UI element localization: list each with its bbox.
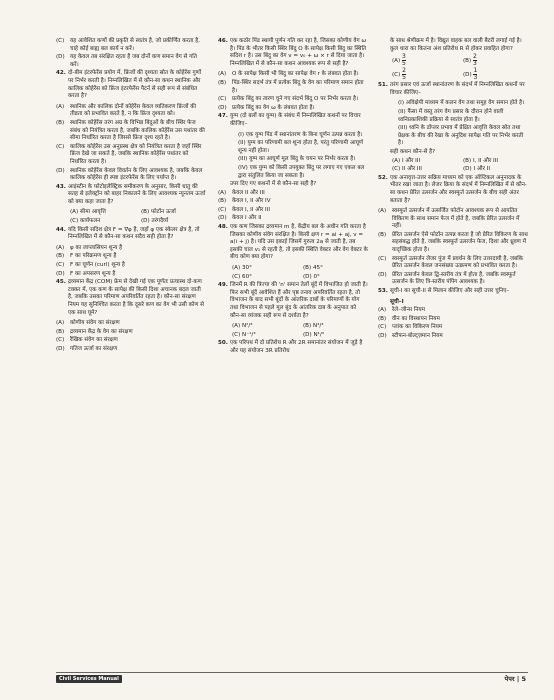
- question-text: सूची-I का सूची-II से मिलान कीजिए और सही उत्तर चुनिए–: [390, 288, 510, 295]
- answer-option-row: [218, 265, 368, 273]
- option-text: रैखिक संवेग का संरक्षण: [70, 337, 118, 344]
- question-number: 45.: [56, 279, 66, 286]
- answer-option: [378, 232, 528, 255]
- option-text: गतिज ऊर्जा का संरक्षण: [70, 345, 118, 352]
- answer-option: [56, 38, 206, 53]
- answer-option: (C) 60°: [232, 273, 252, 280]
- answer-option-row: [218, 323, 368, 331]
- fraction-numerator: 2: [402, 67, 406, 75]
- option-label: (A): [56, 320, 65, 327]
- answer-option: [218, 215, 368, 223]
- answer-option: [218, 80, 368, 95]
- statement: (I) अविक्षेपी माध्यम में कलन वेग तथा समूह वेग समान होते है।: [398, 100, 525, 107]
- question-text: एक कण जिसका द्रव्यमान m है, केंद्रीय बल के अधीन गति करता है जिसका कोणीय संवेग संरक्षित है। किसी क्षण r = ai + aj, v = a(i + j) है। यदि उस इकाई जिसमें गुरुत्व 2a से जाती है, तब इसकी चाल v₁ से रहती है, तो इसकी स्थिति वेक्टर और वेग वेक्टर के बीच कोण क्या होगा?: [230, 224, 368, 261]
- option-label: (D): [218, 104, 227, 111]
- option-text: स्थानिक कोहेरेंस तरंग अग्र के विभिन्न बिंदुओं के बीच स्थिर फेज संबंध को नियंत्रित करता है, जबकि कालिक कोहेरेंस उस पथांतर की सीमा निर्धारित करता है जिससे फ्रिंज दृश्य रहते है।: [70, 119, 205, 142]
- option-text: स्टीफन-बोल्ट्ज़मान नियम: [392, 333, 443, 339]
- answer-option: [378, 333, 528, 341]
- answer-option: (A) 30°: [232, 265, 252, 272]
- answer-option: [56, 54, 206, 69]
- option-text: केवल I, II और IV: [232, 198, 271, 205]
- option-label: (B): [56, 328, 65, 335]
- answer-option: [56, 271, 206, 279]
- question-text: युग्म (दो बलों का युग्म) के संबंध में निम्नलिखित कथनों पर विचार कीजिए–: [230, 113, 361, 127]
- answer-option: [392, 68, 457, 81]
- option-label: (A): [392, 58, 401, 65]
- option-label: (D): [56, 345, 65, 352]
- question-number: 42.: [56, 70, 66, 77]
- question-text: दो-बीम इंटरफेरेंस प्रयोग में, फ्रिंजों की दृश्यता स्रोत के कोहेरेंस गुणों पर निर्भर करती है। निम्नलिखित में से कौन-सा कथन स्थानिक और कालिक कोहेरेंस को फ्रिंज इंटरफेरेंस पैटर्न से सही रूप से संबंधित करता है?: [68, 70, 202, 100]
- option-text: F का अपसरण शून्य है: [70, 270, 116, 277]
- option-label: (C): [56, 337, 65, 344]
- option-label: (D): [56, 167, 65, 174]
- option-label: (C): [218, 206, 227, 213]
- column-left: [56, 38, 206, 355]
- question-block: [218, 224, 368, 262]
- option-label: (B): [218, 79, 227, 86]
- option-label: (C): [392, 72, 401, 79]
- question-block: [56, 184, 206, 207]
- answer-option: (B) I, II और III: [463, 157, 499, 164]
- answer-option: [378, 324, 528, 332]
- answer-option: [56, 262, 206, 270]
- option-label: (C): [56, 262, 65, 269]
- answer-option: [463, 68, 528, 81]
- question-block: [218, 282, 368, 320]
- question-number: 44.: [56, 226, 66, 233]
- option-label: (D): [218, 215, 227, 222]
- question-number: 43.: [56, 183, 66, 190]
- answer-option: [218, 190, 368, 198]
- question-block: [56, 227, 206, 242]
- option-label: (D): [56, 270, 65, 277]
- answer-option-row: [218, 274, 368, 282]
- statement: (III) युग्म का आघूर्ण मूल बिंदु के चयन पर निर्भर करता है।: [238, 156, 356, 163]
- option-text: कालिक कोहेरेंस उस अनुप्रस्थ क्षेत्र को नियंत्रित करता है जहाँ स्थिर फ्रिंज देखे जा सकते है, जबकि स्थानिक कोहेरेंस पथांतर को निर्धारित करता है।: [70, 143, 202, 165]
- question-text: आइंस्टीन के फोटोइलेक्ट्रिक समीकरण के अनुसार, किसी धातु की सतह से इलेक्ट्रॉन को बाहर निकालने के लिए आवश्यक न्यूनतम ऊर्जा को क्या कहा जाता है?: [68, 183, 206, 205]
- option-text: प्लांक का विकिरण नियम: [392, 324, 443, 331]
- question-block: [56, 70, 206, 100]
- fraction-numerator: 1: [473, 67, 478, 75]
- question-block: [56, 279, 206, 317]
- option-text: F का घूर्णन (curl) शून्य है: [70, 262, 125, 269]
- answer-option: [218, 207, 368, 215]
- answer-option: [56, 104, 206, 119]
- question-text: तरंग प्रसार एवं ऊर्जा स्थानांतरण के संदर्भ में निम्नलिखित कथनों पर विचार कीजिए–: [390, 82, 525, 96]
- question-block: [378, 288, 528, 296]
- answer-option: (A) I और III: [392, 157, 421, 164]
- question-continuation: उपर दिए गए कथनों में से कौन-सा सही है?: [230, 181, 317, 188]
- answer-option: [56, 320, 206, 328]
- question-number: 53.: [378, 288, 388, 295]
- option-text: O के सापेक्ष किसी भी बिंदु का सापेक्ष वेग r के लंबवत होता है।: [232, 71, 359, 78]
- fraction-denominator: 3: [473, 74, 478, 82]
- page-footer: [0, 672, 554, 686]
- answer-option: [56, 245, 206, 253]
- option-text: कोणीय संवेग का संरक्षण: [70, 320, 120, 327]
- column-right: [378, 38, 528, 342]
- answer-option: (A) N²/³: [232, 323, 253, 330]
- answer-option: [463, 54, 528, 67]
- fraction-numerator: 3: [401, 53, 406, 61]
- question-text: एक परिपथ में दो प्रतिरोध R और 2R समानांतर संयोजन में जुड़े है और यह संयोजन 3R प्रतिरोध: [230, 340, 363, 354]
- option-label: (A): [56, 103, 65, 110]
- answer-option: (B) N⁴/³: [303, 323, 324, 330]
- answer-option: (B) फोटॉन ऊर्जा: [141, 209, 176, 216]
- fraction: [473, 68, 477, 81]
- option-text: प्रेरित उत्सर्जन केवल द्वि-स्तरीय तंत्र में होता है, जबकि स्वस्फूर्त उत्सर्जन के लिए त्रि-स्तरीय पंपिंग आवश्यक है।: [392, 271, 516, 286]
- option-label: (C): [218, 96, 227, 103]
- option-text: रेले–जीन्स नियम: [392, 307, 425, 314]
- answer-option: (D) 0°: [303, 273, 320, 280]
- question-number: 47.: [218, 113, 228, 120]
- answer-option-row: [56, 218, 206, 226]
- question-text: यदि किसी सदिश क्षेत्र F = ∇φ है, जहाँ φ एक स्केलर क्षेत्र है, तो निम्नलिखित में से कौन-सा कथन सदैव सही होता है?: [68, 226, 200, 241]
- answer-option: [218, 96, 368, 104]
- option-text: यह आवेशित कणों की प्रकृति से स्वतंत्र है, जो प्रकीर्णित करता है, चाहे कोई बाह्य बल कार्य न करें।: [70, 38, 200, 52]
- option-label: (B): [378, 315, 387, 322]
- option-label: (A): [218, 71, 227, 78]
- option-label: (C): [378, 324, 387, 331]
- option-label: (A): [56, 244, 65, 251]
- option-text: केवल I और II: [232, 215, 262, 222]
- option-label: (D): [378, 271, 387, 278]
- answer-option: [378, 307, 528, 315]
- question-number: 52.: [378, 174, 388, 181]
- page-number: पेपर | 5: [504, 675, 526, 683]
- option-text: केवल I, II और III: [232, 206, 270, 213]
- answer-option: [218, 71, 368, 79]
- option-text: वीन का विस्थापन नियम: [392, 315, 440, 322]
- fraction: [473, 54, 477, 67]
- option-label: (A): [378, 307, 387, 314]
- option-text: केवल II और III: [232, 189, 265, 196]
- question-block: [218, 340, 368, 355]
- fraction: [402, 68, 406, 81]
- answer-option-row: [378, 54, 528, 67]
- option-label: (B): [56, 253, 65, 260]
- fraction: [402, 54, 406, 67]
- question-number: 49.: [218, 282, 228, 289]
- fraction-denominator: 5: [402, 74, 406, 82]
- question-number: 46.: [218, 38, 228, 44]
- answer-option-row: [378, 166, 528, 174]
- answer-option: (D) तरंगदैर्घ्य: [141, 218, 169, 225]
- option-text: यह केवल तब संरक्षित रहता है जब दोनों कण समान वेग से गति करें।: [70, 54, 197, 68]
- answer-option: (C) कार्यफलन: [70, 218, 101, 225]
- option-text: स्थानिक और कालिक दोनों कोहेरेंस केवल व्यतिकरण फ्रिंजों की तीव्रता को प्रभावित करते है, न कि फ्रिंज दृश्यता को।: [70, 103, 196, 118]
- answer-option: [56, 346, 206, 354]
- option-text: F का परिक्रमण शून्य है: [70, 253, 117, 260]
- option-label: (A): [378, 208, 387, 215]
- answer-option: [392, 54, 457, 67]
- option-text: प्रेरित उत्सर्जन ऐसे फोटॉन उत्पन्न करता है जो प्रेरित विकिरण के साथ सहसंबद्ध होते है, जबकि स्वस्फूर्त उत्सर्जन फेज, दिशा और ध्रुवण में यादृच्छिक होता है।: [392, 231, 528, 254]
- question-block: [218, 38, 368, 68]
- option-label: (D): [378, 333, 387, 339]
- fraction-denominator: 3: [472, 60, 477, 68]
- option-text: प्रत्येक बिंदु का वेग ω के लंबवत होता है।: [232, 104, 315, 111]
- answer-option: [56, 253, 206, 261]
- answer-option-row: [218, 332, 368, 340]
- list-heading: सूची–I: [390, 298, 404, 305]
- question-block: [218, 113, 368, 128]
- answer-option: [378, 256, 528, 271]
- footer-divider: [56, 672, 528, 673]
- option-text: पिंड-स्थिर सदर्भ तंत्र में प्रत्येक बिंदु के वेग का परिमाण समान होता है।: [232, 79, 364, 94]
- answer-option: [218, 198, 368, 206]
- answer-option: (A) सीमा आवृत्ति: [70, 209, 106, 216]
- option-label: (C): [56, 38, 65, 44]
- statement: (II) युग्म का परिणामी बल शून्य होता है, परंतु परिणामी आघूर्ण शून्य नहीं होता।: [238, 140, 363, 154]
- option-label: (B): [378, 231, 387, 238]
- answer-option: [56, 168, 206, 183]
- answer-option: (D) N¹/³: [303, 331, 325, 338]
- option-label: (A): [218, 189, 227, 196]
- question-continuation: के साथ श्रेणीक्रम में है। विद्युत वाहक बल वाली बैटरी लगाई गई है। कुल धारा का कितना अंश प्रतिरोध R से होकर प्रवाहित होगा?: [390, 38, 522, 52]
- question-block: [378, 82, 528, 97]
- column-middle: [218, 38, 368, 359]
- fraction-numerator: 2: [472, 53, 477, 61]
- option-text: स्थानिक कोहेरेंस केवल विवर्तन के लिए आवश्यक है, जबकि केवल कालिक कोहेरेंस ही स्पष्ट इंटरफेरेंस के लिए पर्याप्त है।: [70, 167, 203, 182]
- option-label: (C): [378, 255, 387, 262]
- option-text: स्वस्फूर्त उत्सर्जन में उत्सर्जित फोटॉन आवश्यक रूप से आपतित विकिरण के साथ समान फेज में होते है, जबकि प्रेरित उत्सर्जन में नहीं।: [392, 208, 520, 230]
- statement: (III) ध्वनि के डॉप्लर प्रभाव में प्रेक्षित आवृत्ति केवल स्रोत तथा प्रेक्षक के बीच की रेखा के अनुदिश सापेक्ष गति पर निर्भर करती है।: [398, 125, 524, 147]
- option-label: (D): [56, 54, 65, 61]
- question-text: द्रव्यमान केंद्र (COM) फ्रेम से देखी गई एक पूर्णतः प्रत्यास्थ दो-कण टक्कर में, एक कण के सापेक्ष की किसी दिशा अचानक बदल जाती है, जबकि उसका परिमाण अपरिवर्तित रहता है। कौन-सा संरक्षण नियम यह सुनिश्चित करता है कि दूसरे कण का वेग भी उसी कोण से एक साथ घूमे?: [68, 279, 204, 316]
- option-text: स्वस्फूर्त उत्सर्जन लेजर पुंज में प्रवर्धन के लिए उत्तरदायी है, जबकि प्रेरित उत्सर्जन केवल जनसंख्या उत्क्रमण को प्रभावित करता है।: [392, 255, 523, 270]
- option-text: प्रत्येक बिंदु का त्वरण चुने गए संदर्भ बिंदु O पर निर्भर करता है।: [232, 96, 359, 103]
- question-text: एक कठोर पिंड स्थायी पूर्णन गति कर रहा है, जिसका कोणीय वेग ω है। पिंड के भीतर किसी स्थिर बिंदु O के सापेक्ष किसी बिंदु का स्थिति सदिश r है। उस बिंदु का वेग v = v₀ + ω × r से दिया जाता है। निम्नलिखित में से कौन-सा कथन आवश्यक रूप से सही है?: [230, 38, 367, 67]
- answer-option: [56, 144, 206, 167]
- answer-option: (B) 45°: [303, 265, 323, 272]
- answer-option: [56, 337, 206, 345]
- answer-option: [378, 316, 528, 324]
- statement: (IV) एक युग्म को किसी उपयुक्त बिंदु पर लगाए गए एकल बल द्वारा संतुलित किया जा सकता है।: [238, 164, 365, 179]
- question-block: [378, 175, 528, 205]
- question-number: 50.: [218, 340, 228, 347]
- option-text: द्रव्यमान केंद्र के वेग का संरक्षण: [70, 328, 133, 335]
- option-label: (C): [56, 143, 65, 150]
- option-label: (B): [463, 58, 472, 65]
- option-label: (D): [463, 72, 472, 79]
- question-number: 48.: [218, 224, 228, 231]
- answer-option: (C) N⁻¹/³: [232, 331, 256, 338]
- question-number: 51.: [378, 82, 388, 89]
- option-label: (B): [218, 198, 227, 205]
- answer-option-row: [56, 209, 206, 217]
- question-text: एक अनावृत्त-उत्तर सक्रिय माध्यम को एक ऑप्टिकल अनुनादक के भीतर रखा जाता है। लेजर क्रिया के संदर्भ में निम्नलिखित में से कौन-सा कथन प्रेरित उत्सर्जन और स्वस्फूर्त उत्सर्जन के बीच सही अंतर बताता है?: [390, 174, 527, 204]
- answer-option: [378, 208, 528, 231]
- answer-option-row: [378, 68, 528, 81]
- question-text: जिनमें R की त्रिज्या की 'n' समान तेलों बूंदें में विभाजित हो जाती है। फिर सभी बूंदें आवेशित हैं और पृष्ठ तनाव अपरिवर्तित रहता है, तो विभाजन के बाद सभी बूंदों के आंतरिक दाबों के परिमाणों के योग तथा विभाजन से पहले मूल बूंद के आंतरिक दाब के अनुपात को कौन-सा व्यंजक सही रूप से दर्शाता है?: [230, 282, 368, 319]
- answer-option: (C) II और III: [392, 166, 422, 173]
- answer-option: [378, 272, 528, 287]
- answer-option: [56, 329, 206, 337]
- publisher-logo: Civil Services Manual: [56, 675, 122, 683]
- answer-option: [218, 105, 368, 113]
- answer-option-row: [378, 158, 528, 166]
- statement: (I) एक युग्म पिंड में स्थानांतरण के बिना घूर्णन उत्पन्न करता है।: [238, 131, 363, 138]
- option-text: φ का लाप्लासियन शून्य है: [70, 244, 123, 251]
- fraction-denominator: 5: [401, 60, 406, 68]
- option-label: (B): [56, 119, 65, 126]
- question-continuation: सही कथन कौन-से है?: [390, 148, 436, 155]
- answer-option: (D) I और II: [463, 166, 490, 173]
- statement: (II) फैंसा में वस्तु तरंग वेग प्रसार के दौरान होने वाली ध्वनिप्रकाशिकी प्रक्रिया से स्वतंत्र होता है।: [398, 108, 504, 123]
- answer-option: [56, 120, 206, 143]
